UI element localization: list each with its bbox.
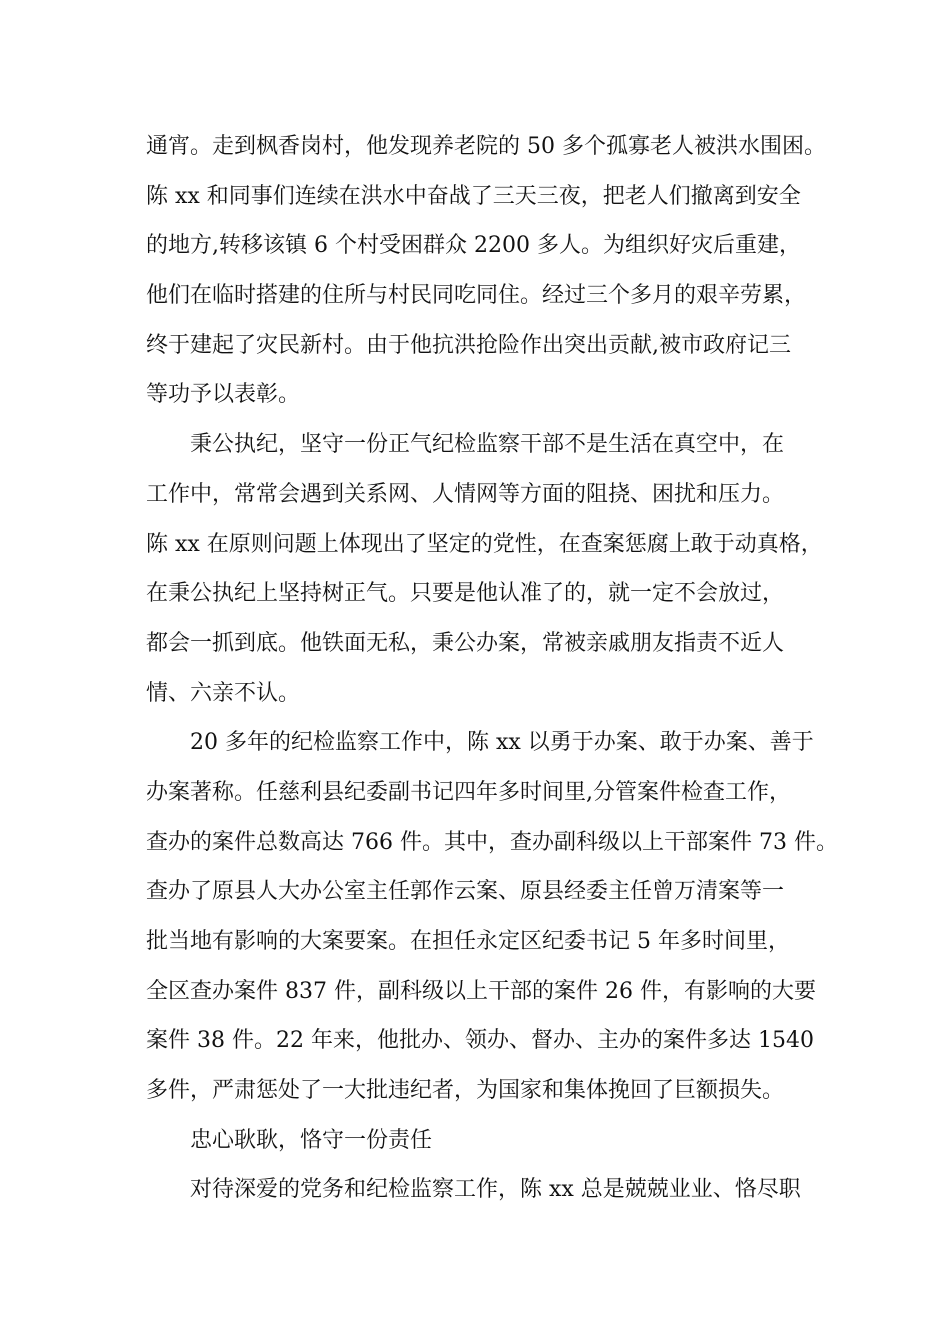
text-line: 查办了原县人大办公室主任郭作云案、原县经委主任曾万清案等一	[146, 879, 785, 905]
section-heading: 忠心耿耿，恪守一份责任	[190, 1127, 433, 1153]
text-line: 陈 xx 和同事们连续在洪水中奋战了三天三夜，把老人们撤离到安全	[146, 183, 801, 209]
text-line: 都会一抓到底。他铁面无私，秉公办案，常被亲戚朋友指责不近人	[146, 630, 785, 656]
text-line: 工作中，常常会遇到关系网、人情网等方面的阻挠、困扰和压力。	[146, 481, 785, 507]
text-line: 案件 38 件。22 年来，他批办、领办、督办、主办的案件多达 1540	[146, 1028, 814, 1054]
paragraph-start-line: 20 多年的纪检监察工作中，陈 xx 以勇于办案、敢于办案、善于	[190, 730, 814, 756]
text-line: 的地方,转移该镇 6 个村受困群众 2200 多人。为组织好灾后重建，	[146, 233, 801, 259]
text-line: 查办的案件总数高达 766 件。其中，查办副科级以上干部案件 73 件。	[146, 829, 838, 855]
text-line: 批当地有影响的大案要案。在担任永定区纪委书记 5 年多时间里，	[146, 929, 790, 954]
text-line: 全区查办案件 837 件，副科级以上干部的案件 26 件，有影响的大要	[146, 978, 816, 1004]
text-line: 多件，严肃惩处了一大批违纪者，为国家和集体挽回了巨额损失。	[146, 1078, 785, 1104]
text-line: 终于建起了灾民新村。由于他抗洪抢险作出突出贡献,被市政府记三	[146, 332, 791, 358]
text-line: 陈 xx 在原则问题上体现出了坚定的党性，在查案惩腐上敢于动真格，	[146, 531, 823, 557]
paragraph-start-line: 秉公执纪，坚守一份正气纪检监察干部不是生活在真空中，在	[190, 432, 785, 458]
text-line: 情、六亲不认。	[146, 680, 301, 706]
text-line: 在秉公执纪上坚持树正气。只要是他认准了的，就一定不会放过，	[146, 581, 785, 607]
text-line: 他们在临时搭建的住所与村民同吃同住。经过三个多月的艰辛劳累，	[146, 283, 807, 309]
document-body	[146, 130, 838, 1223]
text-line: 通宵。走到枫香岗村，他发现养老院的 50 多个孤寡老人被洪水围困。	[146, 134, 826, 159]
text-line: 等功予以表彰。	[146, 382, 301, 408]
text-line: 办案著称。任慈利县纪委副书记四年多时间里,分管案件检查工作，	[146, 779, 791, 805]
paragraph-start-line: 对待深爱的党务和纪检监察工作，陈 xx 总是兢兢业业、恪尽职	[190, 1177, 801, 1203]
